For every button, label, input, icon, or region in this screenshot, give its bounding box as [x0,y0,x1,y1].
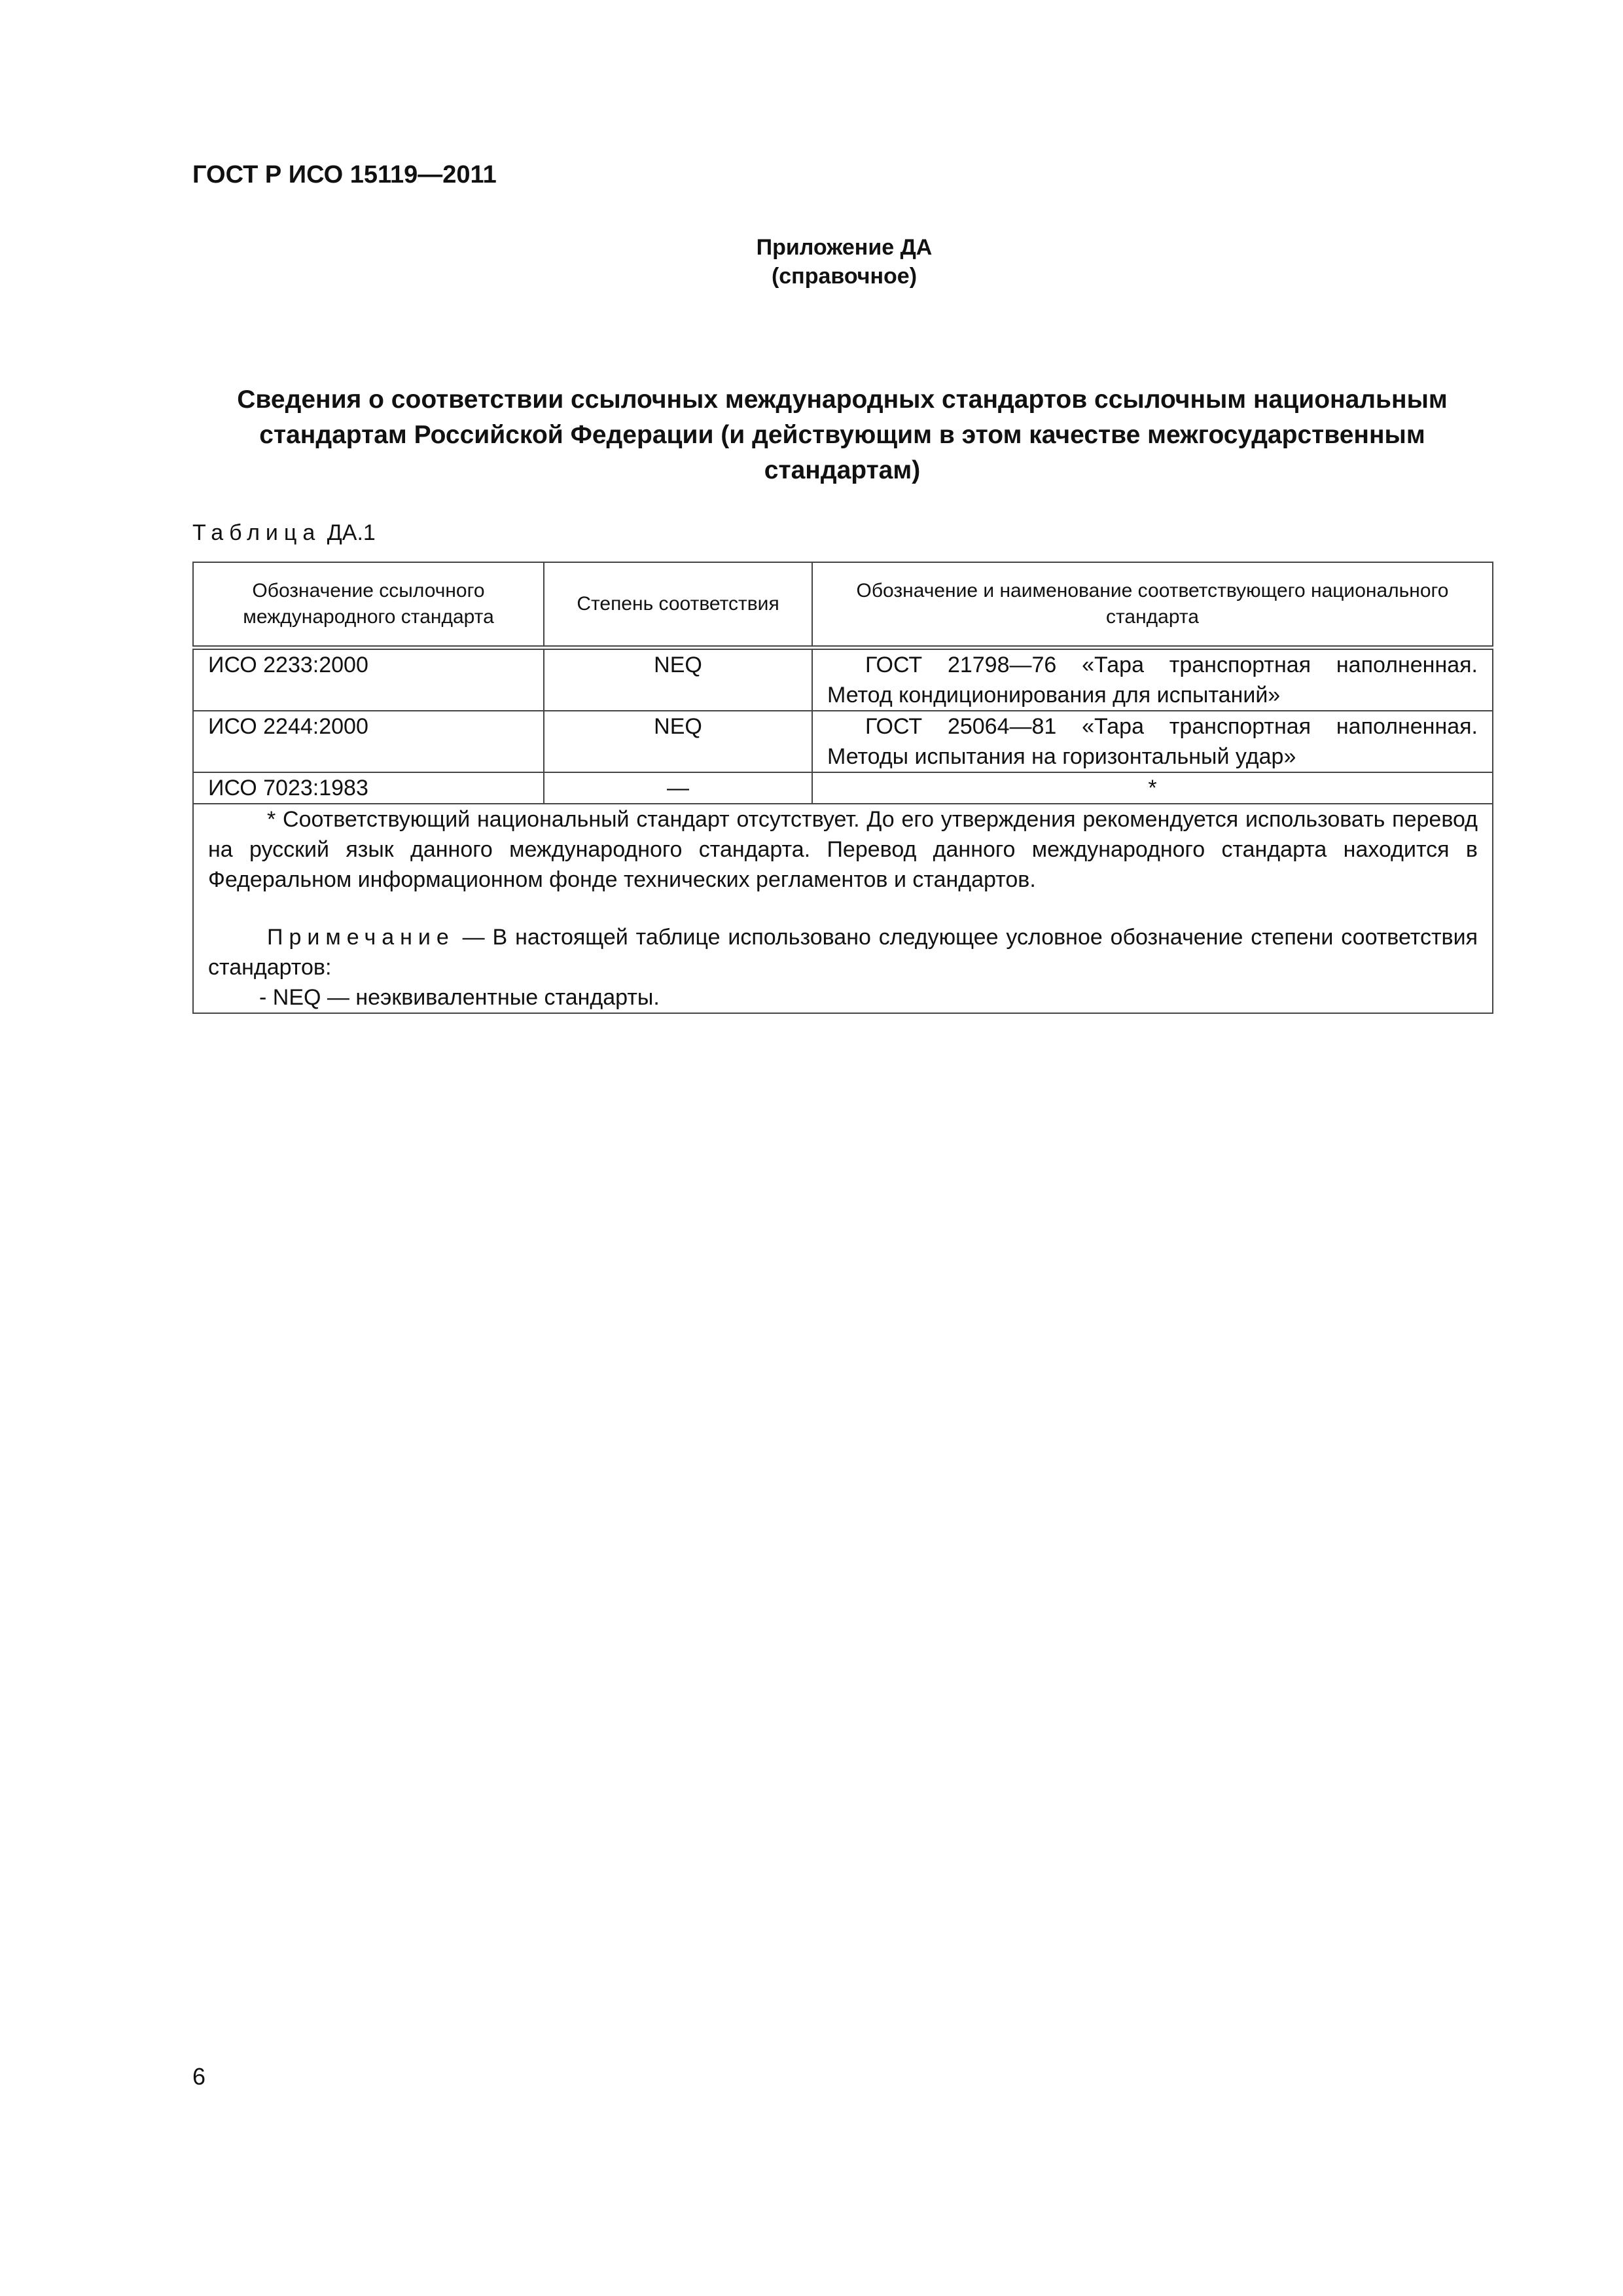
page-number: 6 [192,2063,206,2090]
note-list-item: - NEQ — неэквивалентные стандарты. [259,985,660,1010]
cell-national-line1: ГОСТ 21798—76 «Тара транспортная наполненная. [865,653,1478,677]
cell-degree: — [544,772,812,804]
table-note [208,922,1478,982]
cell-degree: NEQ [544,711,812,772]
cell-national: * [812,772,1493,804]
table-footnote: * Соответствующий национальный стандарт отсутствует. До его утверждения рекомендуется использовать перевод на русский язык данного международного стандарта. Перевод данного международного стандарта находится в Федеральном информационном фонде технических регламентов и стандартов. [208,807,1478,892]
cell-ref: ИСО 7023:1983 [193,772,544,804]
cell-national-line2: Метод кондиционирования для испытаний» [827,683,1281,708]
table-caption-word: Таблица [192,520,321,545]
cell-degree: NEQ [544,648,812,711]
column-header-national: Обозначение и наименование соответствующего национального стандарта [812,562,1493,648]
table-row [193,772,1493,804]
cell-ref: ИСО 2233:2000 [193,648,544,711]
cell-national-line2: Методы испытания на горизонтальный удар» [827,744,1296,769]
column-header-degree: Степень соответствия [544,562,812,648]
table-row [193,648,1493,711]
column-header-ref: Обозначение ссылочного международного стандарта [193,562,544,648]
cell-national-line1: ГОСТ 25064—81 «Тара транспортная наполненная. [865,714,1478,739]
table-footer [193,804,1493,1013]
cell-national [812,648,1493,711]
section-heading: Сведения о соответствии ссылочных международных стандартов ссылочным национальным стандартам Российской Федерации (и действующим в этом качестве межгосударственным стандартам) [237,386,1448,484]
note-text: — В настоящей таблице использовано следующее условное обозначение степени соответствия стандартов: [208,925,1478,980]
table-header-row [193,562,1493,648]
table-footer-row [193,804,1493,1013]
annex-block [0,233,1623,291]
cell-ref: ИСО 2244:2000 [193,711,544,772]
correspondence-table [192,562,1493,1014]
table-caption-number: ДА.1 [327,520,376,545]
note-label: Примечание [267,925,455,950]
annex-title: Приложение ДА [756,235,933,260]
table-caption [192,520,376,546]
table-row [193,711,1493,772]
cell-national [812,711,1493,772]
annex-type: (справочное) [771,264,918,289]
document-code: ГОСТ Р ИСО 15119—2011 [192,161,497,188]
